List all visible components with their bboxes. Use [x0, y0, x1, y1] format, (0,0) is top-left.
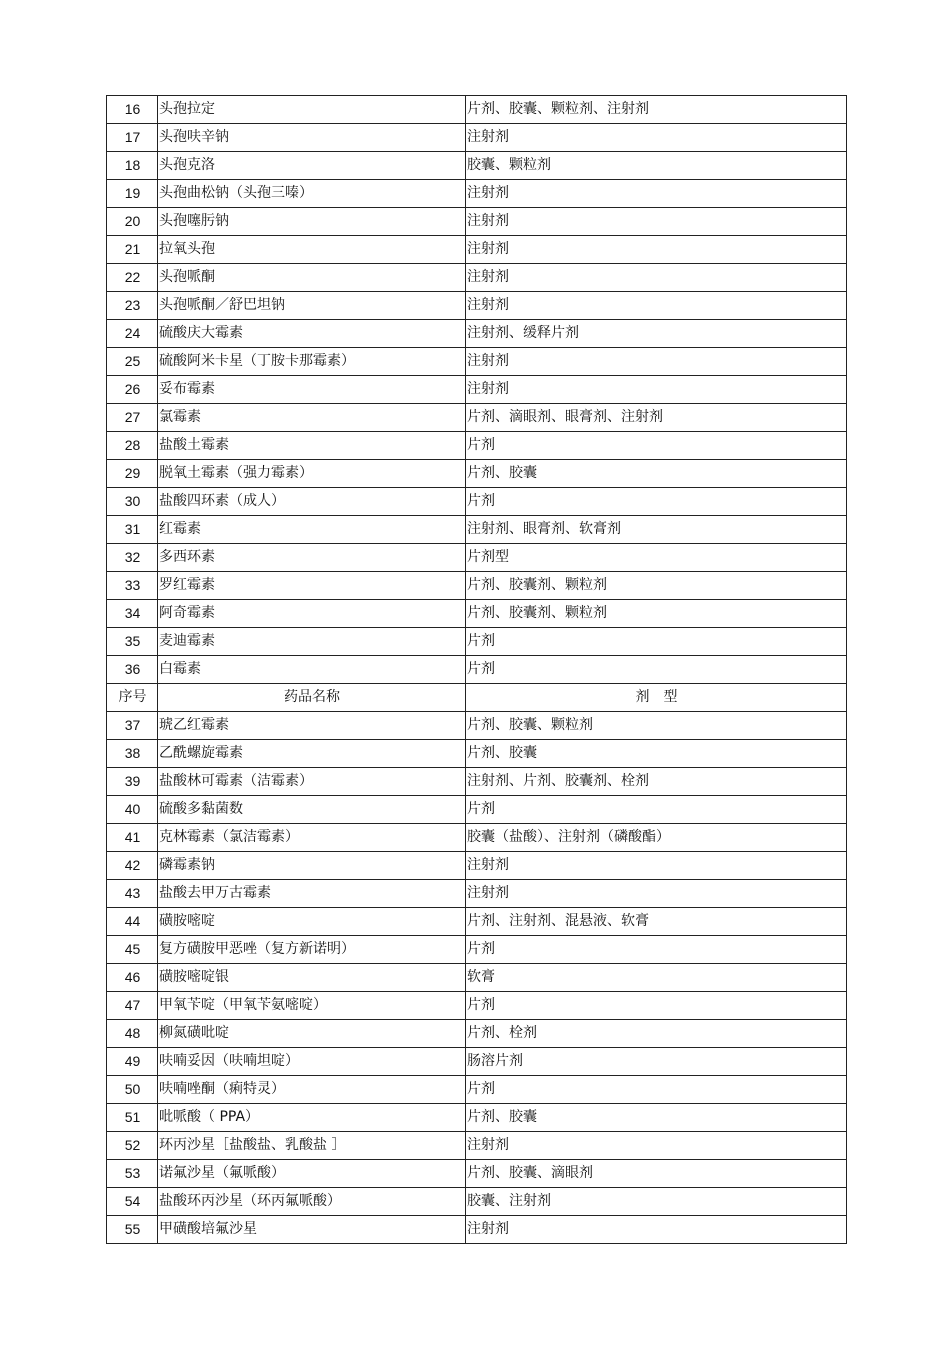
row-number: 32 — [107, 544, 158, 572]
row-number: 41 — [107, 824, 158, 852]
drug-name: 盐酸土霉素 — [158, 432, 466, 460]
table-row — [107, 208, 847, 236]
dosage-form: 肠溶片剂 — [466, 1048, 847, 1076]
header-drug-name: 药品名称 — [158, 684, 466, 712]
row-number: 16 — [107, 96, 158, 124]
drug-name: 头孢噻肟钠 — [158, 208, 466, 236]
drug-name: 拉氧头孢 — [158, 236, 466, 264]
table-row — [107, 908, 847, 936]
dosage-form: 片剂、胶囊 — [466, 460, 847, 488]
table-row — [107, 880, 847, 908]
dosage-form: 片剂、胶囊、颗粒剂 — [466, 712, 847, 740]
dosage-form: 注射剂 — [466, 1216, 847, 1244]
table-row — [107, 516, 847, 544]
drug-name: 琥乙红霉素 — [158, 712, 466, 740]
drug-name: 磺胺嘧啶银 — [158, 964, 466, 992]
drug-name: 头孢曲松钠（头孢三嗪） — [158, 180, 466, 208]
row-number: 34 — [107, 600, 158, 628]
table-row — [107, 180, 847, 208]
dosage-form: 注射剂 — [466, 264, 847, 292]
dosage-form: 注射剂 — [466, 180, 847, 208]
row-number: 18 — [107, 152, 158, 180]
row-number: 33 — [107, 572, 158, 600]
dosage-form: 注射剂 — [466, 376, 847, 404]
table-row — [107, 572, 847, 600]
dosage-form: 注射剂 — [466, 208, 847, 236]
table-row — [107, 152, 847, 180]
dosage-form: 注射剂 — [466, 852, 847, 880]
dosage-form: 片剂、胶囊、颗粒剂、注射剂 — [466, 96, 847, 124]
dosage-form: 片剂 — [466, 1076, 847, 1104]
drug-name: 硫酸阿米卡星（丁胺卡那霉素） — [158, 348, 466, 376]
drug-name: 脱氧土霉素（强力霉素） — [158, 460, 466, 488]
row-number: 50 — [107, 1076, 158, 1104]
drug-name: 呋喃妥因（呋喃坦啶） — [158, 1048, 466, 1076]
table-row — [107, 656, 847, 684]
dosage-form: 片剂、栓剂 — [466, 1020, 847, 1048]
row-number: 30 — [107, 488, 158, 516]
drug-name: 头孢哌酮 — [158, 264, 466, 292]
table-row — [107, 292, 847, 320]
table-row — [107, 964, 847, 992]
table-row — [107, 348, 847, 376]
row-number: 29 — [107, 460, 158, 488]
table-row — [107, 376, 847, 404]
dosage-form: 片剂 — [466, 992, 847, 1020]
drug-name: 阿奇霉素 — [158, 600, 466, 628]
row-number: 37 — [107, 712, 158, 740]
drug-name: 氯霉素 — [158, 404, 466, 432]
row-number: 52 — [107, 1132, 158, 1160]
row-number: 36 — [107, 656, 158, 684]
row-number: 51 — [107, 1104, 158, 1132]
drug-name: 吡哌酸（ PPA） — [158, 1104, 466, 1132]
dosage-form: 片剂、胶囊 — [466, 740, 847, 768]
table-row — [107, 1160, 847, 1188]
dosage-form: 注射剂 — [466, 124, 847, 152]
drug-name: 诺氟沙星（氟哌酸） — [158, 1160, 466, 1188]
table-row — [107, 824, 847, 852]
drug-name: 盐酸林可霉素（洁霉素） — [158, 768, 466, 796]
row-number: 48 — [107, 1020, 158, 1048]
table-row — [107, 320, 847, 348]
table-row — [107, 936, 847, 964]
table-row — [107, 992, 847, 1020]
drug-name: 白霉素 — [158, 656, 466, 684]
drug-name: 头孢克洛 — [158, 152, 466, 180]
table-row — [107, 1104, 847, 1132]
table-row — [107, 544, 847, 572]
dosage-form: 注射剂、片剂、胶囊剂、栓剂 — [466, 768, 847, 796]
drug-name: 乙酰螺旋霉素 — [158, 740, 466, 768]
drug-table — [106, 95, 847, 1244]
row-number: 27 — [107, 404, 158, 432]
table-row — [107, 628, 847, 656]
table-row — [107, 236, 847, 264]
row-number: 35 — [107, 628, 158, 656]
row-number: 53 — [107, 1160, 158, 1188]
drug-name: 多西环素 — [158, 544, 466, 572]
dosage-form: 胶囊、颗粒剂 — [466, 152, 847, 180]
drug-name: 克林霉素（氯洁霉素） — [158, 824, 466, 852]
table-row — [107, 852, 847, 880]
row-number: 40 — [107, 796, 158, 824]
header-number: 序号 — [107, 684, 158, 712]
dosage-form: 片剂型 — [466, 544, 847, 572]
row-number: 24 — [107, 320, 158, 348]
table-row — [107, 740, 847, 768]
table-header-row — [107, 684, 847, 712]
drug-name: 盐酸四环素（成人） — [158, 488, 466, 516]
dosage-form: 胶囊（盐酸）、注射剂（磷酸酯） — [466, 824, 847, 852]
table-row — [107, 488, 847, 516]
row-number: 21 — [107, 236, 158, 264]
table-row — [107, 1048, 847, 1076]
row-number: 54 — [107, 1188, 158, 1216]
table-body-bottom — [107, 712, 847, 1244]
row-number: 23 — [107, 292, 158, 320]
dosage-form: 注射剂、缓释片剂 — [466, 320, 847, 348]
drug-name: 柳氮磺吡啶 — [158, 1020, 466, 1048]
drug-name: 头孢呋辛钠 — [158, 124, 466, 152]
drug-name: 头孢拉定 — [158, 96, 466, 124]
row-number: 17 — [107, 124, 158, 152]
dosage-form: 片剂、胶囊剂、颗粒剂 — [466, 600, 847, 628]
dosage-form: 片剂 — [466, 432, 847, 460]
dosage-form: 注射剂 — [466, 292, 847, 320]
row-number: 43 — [107, 880, 158, 908]
row-number: 39 — [107, 768, 158, 796]
dosage-form: 注射剂 — [466, 880, 847, 908]
row-number: 55 — [107, 1216, 158, 1244]
table-row — [107, 432, 847, 460]
table-row — [107, 124, 847, 152]
table-row — [107, 712, 847, 740]
drug-name: 呋喃唑酮（痢特灵） — [158, 1076, 466, 1104]
table-row — [107, 1132, 847, 1160]
dosage-form: 注射剂 — [466, 1132, 847, 1160]
dosage-form: 片剂、胶囊剂、颗粒剂 — [466, 572, 847, 600]
dosage-form: 片剂 — [466, 628, 847, 656]
dosage-form: 片剂 — [466, 796, 847, 824]
row-number: 44 — [107, 908, 158, 936]
dosage-form: 注射剂 — [466, 348, 847, 376]
row-number: 20 — [107, 208, 158, 236]
drug-name: 红霉素 — [158, 516, 466, 544]
dosage-form: 片剂、滴眼剂、眼膏剂、注射剂 — [466, 404, 847, 432]
table-row — [107, 1188, 847, 1216]
row-number: 28 — [107, 432, 158, 460]
drug-name: 妥布霉素 — [158, 376, 466, 404]
dosage-form: 片剂 — [466, 488, 847, 516]
row-number: 45 — [107, 936, 158, 964]
dosage-form: 片剂 — [466, 936, 847, 964]
row-number: 46 — [107, 964, 158, 992]
table-row — [107, 1216, 847, 1244]
table-row — [107, 1076, 847, 1104]
table-body-top — [107, 96, 847, 684]
row-number: 38 — [107, 740, 158, 768]
table-row — [107, 264, 847, 292]
drug-name: 盐酸环丙沙星（环丙氟哌酸） — [158, 1188, 466, 1216]
table-row — [107, 1020, 847, 1048]
dosage-form: 注射剂 — [466, 236, 847, 264]
table-row — [107, 600, 847, 628]
dosage-form: 片剂、胶囊 — [466, 1104, 847, 1132]
row-number: 26 — [107, 376, 158, 404]
drug-name: 复方磺胺甲恶唑（复方新诺明） — [158, 936, 466, 964]
row-number: 19 — [107, 180, 158, 208]
row-number: 25 — [107, 348, 158, 376]
drug-name: 磷霉素钠 — [158, 852, 466, 880]
dosage-form: 胶囊、注射剂 — [466, 1188, 847, 1216]
table-header-group — [107, 684, 847, 712]
table-row — [107, 796, 847, 824]
drug-name: 头孢哌酮／舒巴坦钠 — [158, 292, 466, 320]
table-row — [107, 460, 847, 488]
drug-name: 甲氧苄啶（甲氧苄氨嘧啶） — [158, 992, 466, 1020]
row-number: 42 — [107, 852, 158, 880]
row-number: 47 — [107, 992, 158, 1020]
dosage-form: 片剂 — [466, 656, 847, 684]
drug-name: 磺胺嘧啶 — [158, 908, 466, 936]
table-row — [107, 404, 847, 432]
row-number: 49 — [107, 1048, 158, 1076]
table-row — [107, 768, 847, 796]
dosage-form: 软膏 — [466, 964, 847, 992]
drug-name: 环丙沙星［盐酸盐、乳酸盐 ］ — [158, 1132, 466, 1160]
drug-name: 罗红霉素 — [158, 572, 466, 600]
row-number: 22 — [107, 264, 158, 292]
drug-name: 麦迪霉素 — [158, 628, 466, 656]
dosage-form: 片剂、胶囊、滴眼剂 — [466, 1160, 847, 1188]
drug-name: 硫酸多黏菌数 — [158, 796, 466, 824]
drug-name: 硫酸庆大霉素 — [158, 320, 466, 348]
drug-name: 盐酸去甲万古霉素 — [158, 880, 466, 908]
table-row — [107, 96, 847, 124]
dosage-form: 片剂、注射剂、混悬液、软膏 — [466, 908, 847, 936]
header-dosage-form: 剂 型 — [466, 684, 847, 712]
dosage-form: 注射剂、眼膏剂、软膏剂 — [466, 516, 847, 544]
drug-name: 甲磺酸培氟沙星 — [158, 1216, 466, 1244]
row-number: 31 — [107, 516, 158, 544]
